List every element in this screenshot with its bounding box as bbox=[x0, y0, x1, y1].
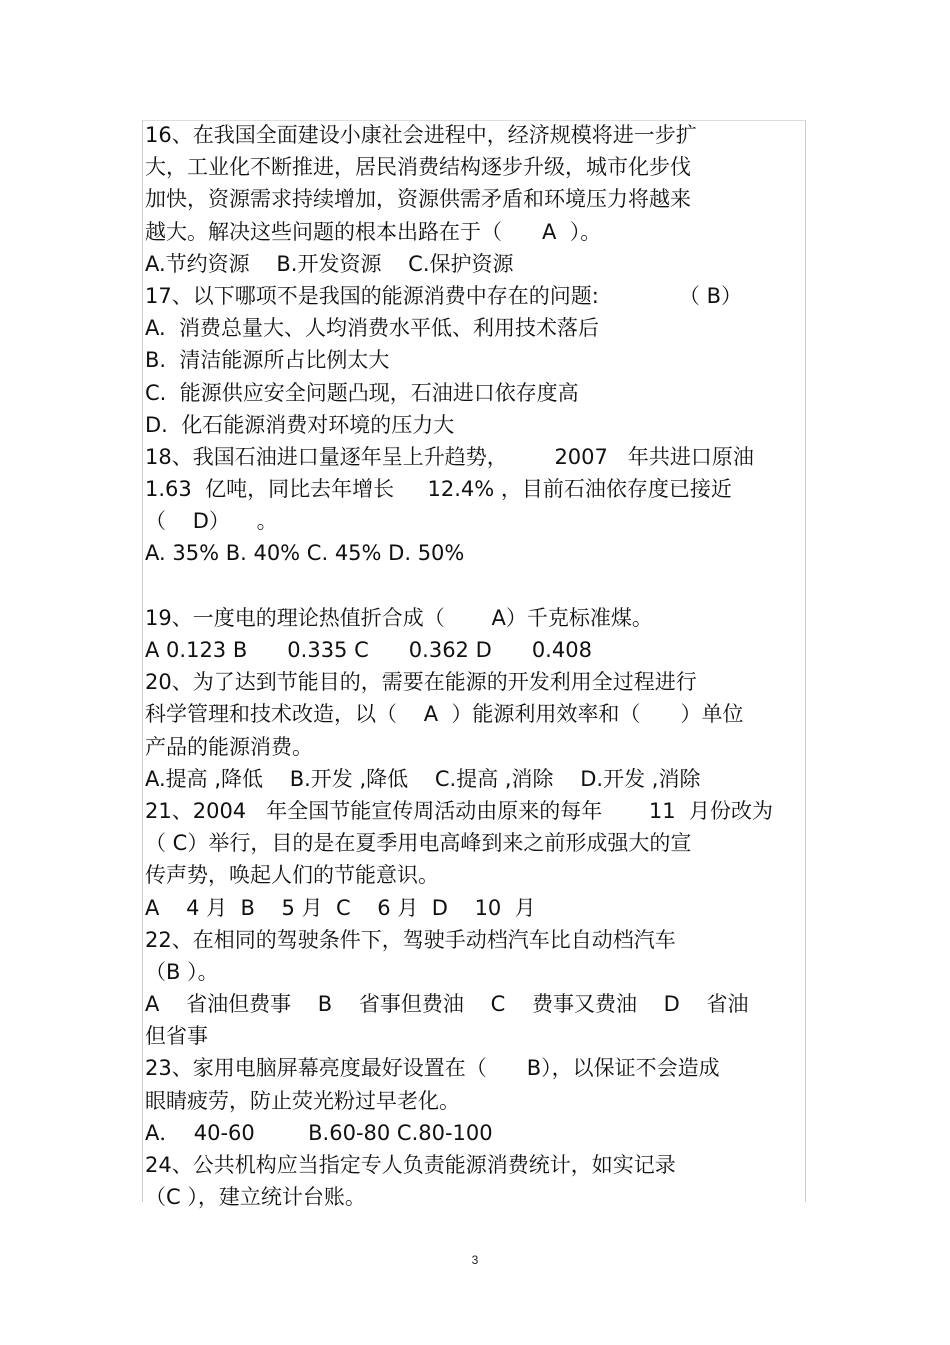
text-line: A.节约资源 B.开发资源 C.保护资源 bbox=[145, 251, 514, 276]
text-line: C. 能源供应安全问题凸现，石油进口依存度高 bbox=[145, 380, 579, 405]
text-line: 但省事 bbox=[145, 1024, 208, 1049]
text-line: （ D） 。 bbox=[145, 509, 278, 534]
text-line: 越大。解决这些问题的根本出路在于（ A ）。 bbox=[145, 219, 602, 244]
text-line: 19、一度电的理论热值折合成（ A）千克标准煤。 bbox=[145, 605, 653, 630]
text-line: （B ）。 bbox=[145, 959, 219, 984]
text-line: A 0.123 B 0.335 C 0.362 D 0.408 bbox=[145, 638, 592, 662]
blank-line bbox=[145, 570, 805, 602]
text-line: 科学管理和技术改造，以（ A ）能源利用效率和（ ）单位 bbox=[145, 702, 744, 727]
text-line: 加快，资源需求持续增加，资源供需矛盾和环境压力将越来 bbox=[145, 187, 691, 212]
text-line: 18、我国石油进口量逐年呈上升趋势， 2007 年共进口原油 bbox=[145, 444, 754, 469]
text-line: B. 清洁能源所占比例太大 bbox=[145, 348, 390, 373]
text-line: 16、在我国全面建设小康社会进程中，经济规模将进一步扩 bbox=[145, 123, 697, 147]
text-line: 1.63 亿吨，同比去年增长 12.4% ，目前石油依存度已接近 bbox=[145, 477, 732, 502]
text-line: （C ），建立统计台账。 bbox=[145, 1185, 366, 1210]
text-line: 大，工业化不断推进，居民消费结构逐步升级，城市化步伐 bbox=[145, 155, 691, 180]
text-line: A.提高 ,降低 B.开发 ,降低 C.提高 ,消除 D.开发 ,消除 bbox=[145, 766, 701, 791]
text-line: 20、为了达到节能目的，需要在能源的开发利用全过程进行 bbox=[145, 670, 697, 695]
document-body bbox=[145, 119, 805, 1213]
text-line: A． 40-60 B.60-80 C.80-100 bbox=[145, 1120, 493, 1145]
text-line: D. 化石能源消费对环境的压力大 bbox=[145, 412, 455, 437]
text-line: 17、以下哪项不是我国的能源消费中存在的问题: （ B） bbox=[145, 283, 742, 308]
text-line: 产品的能源消费。 bbox=[145, 734, 313, 759]
text-line: A. 35% B. 40% C. 45% D. 50% bbox=[145, 541, 465, 566]
text-line: A 省油但费事 B 省事但费油 C 费事又费油 D 省油 bbox=[145, 992, 749, 1017]
page-number: 3 bbox=[471, 1253, 479, 1267]
text-line: 22、在相同的驾驶条件下，驾驶手动档汽车比自动档汽车 bbox=[145, 927, 676, 952]
text-line: （ C）举行，目的是在夏季用电高峰到来之前形成强大的宣 bbox=[145, 831, 692, 856]
text-line: 传声势，唤起人们的节能意识。 bbox=[145, 863, 439, 888]
text-line: A. 消费总量大、人均消费水平低、利用技术落后 bbox=[145, 316, 600, 341]
text-line: A 4 月 B 5 月 C 6 月 D 10 月 bbox=[145, 895, 536, 920]
text-line: 眼睛疲劳，防止荧光粉过早老化。 bbox=[145, 1088, 460, 1113]
text-line: 23、家用电脑屏幕亮度最好设置在（ B），以保证不会造成 bbox=[145, 1056, 720, 1081]
text-line: 24、公共机构应当指定专人负责能源消费统计，如实记录 bbox=[145, 1153, 676, 1177]
text-line: 21、2004 年全国节能宣传周活动由原来的每年 11 月份改为 bbox=[145, 798, 773, 823]
